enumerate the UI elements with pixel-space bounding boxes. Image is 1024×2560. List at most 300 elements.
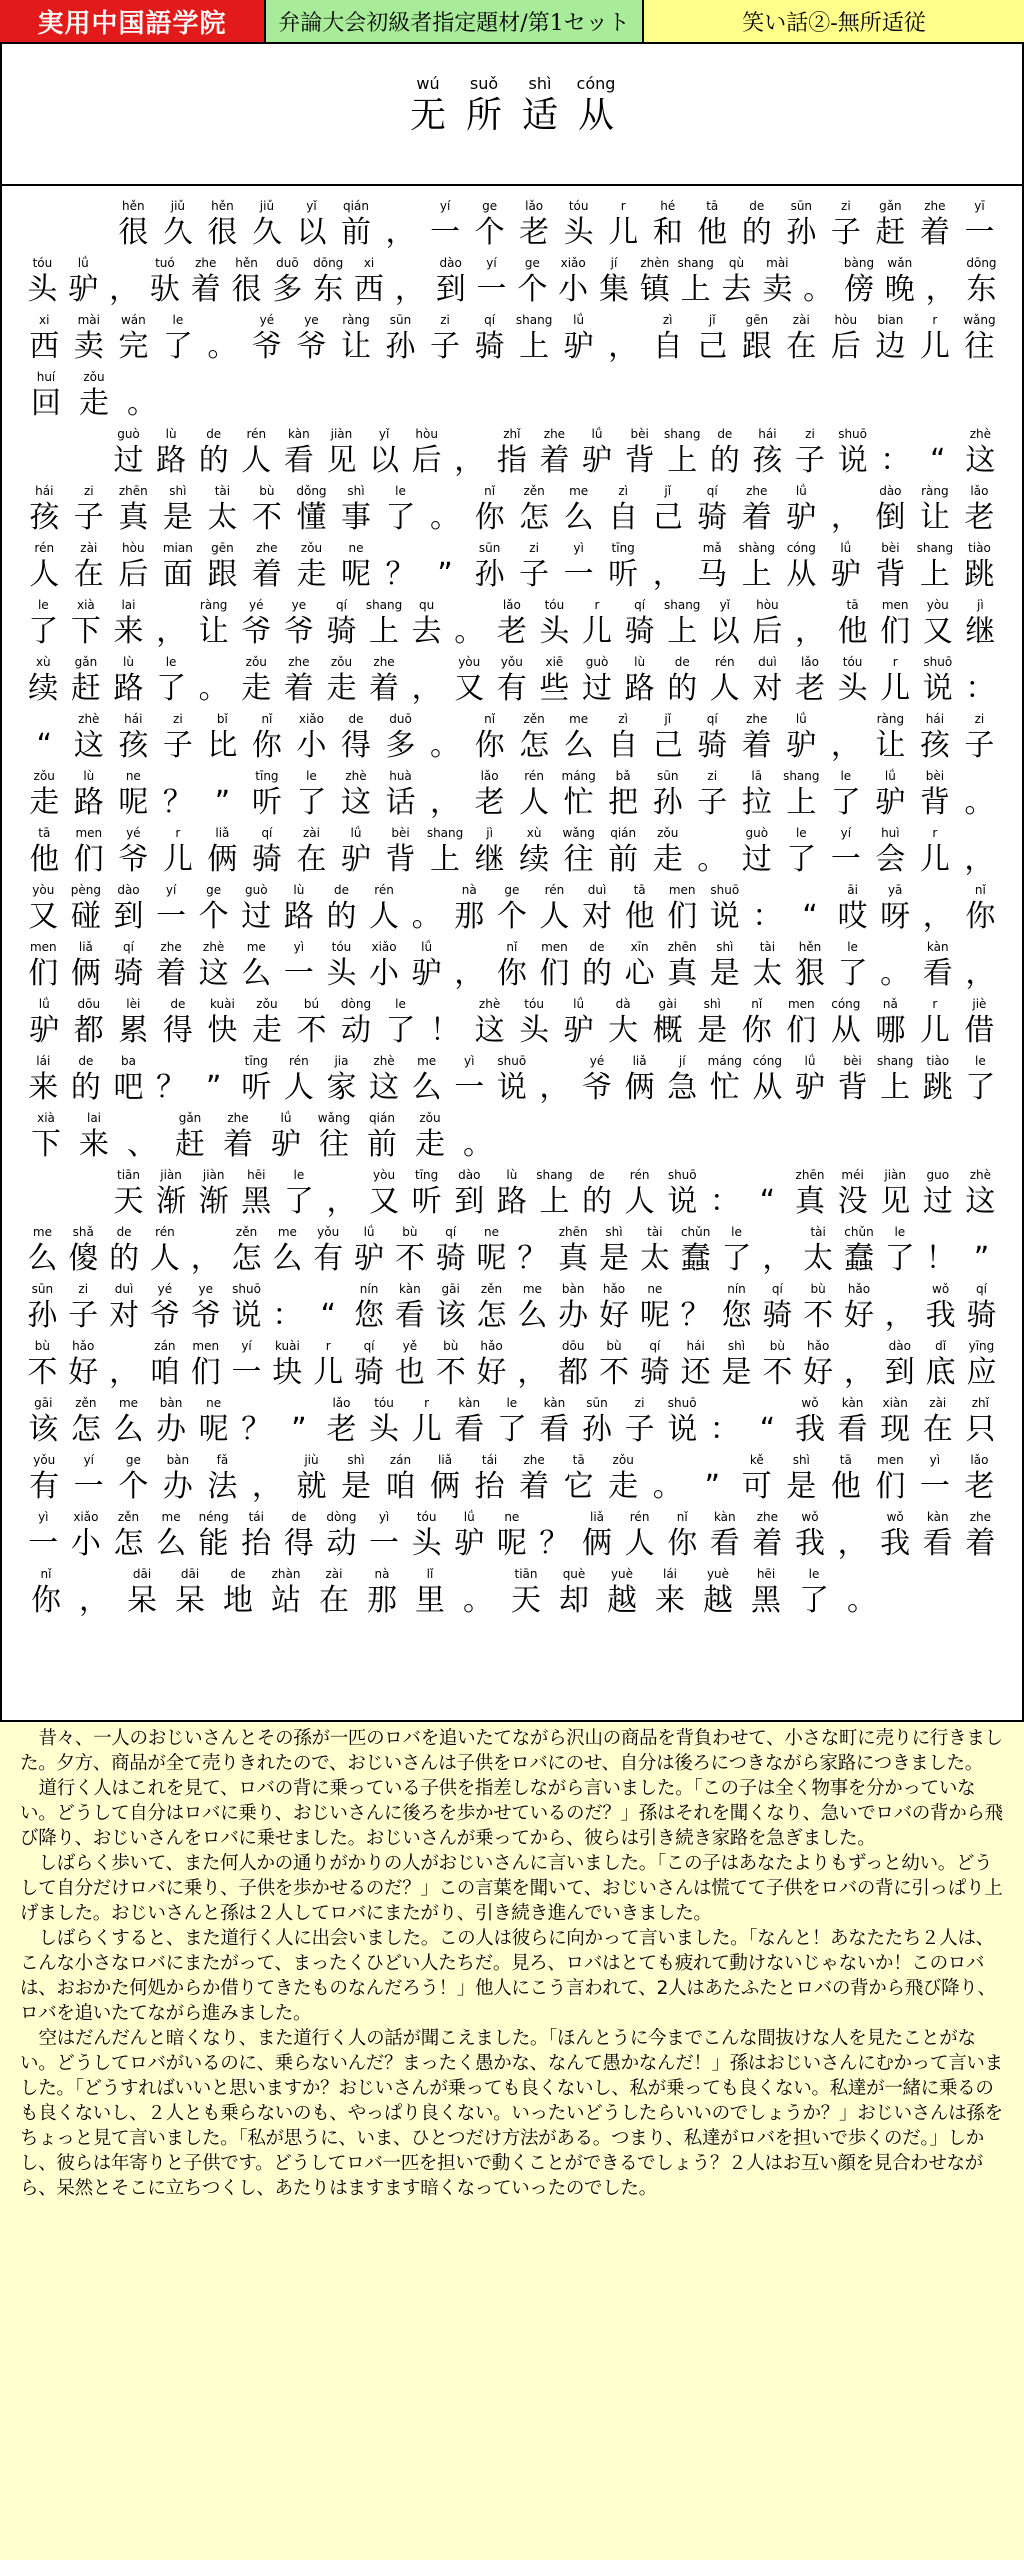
hanzi: 你 bbox=[251, 728, 282, 763]
pinyin: hěn bbox=[798, 940, 822, 954]
char-cell bbox=[226, 255, 267, 309]
pinyin: me bbox=[417, 1054, 437, 1068]
hanzi: 你 bbox=[474, 500, 505, 535]
char-cell bbox=[576, 426, 619, 480]
pinyin: r bbox=[932, 826, 938, 840]
char-cell bbox=[22, 1110, 70, 1164]
char-cell bbox=[789, 1395, 832, 1449]
char-cell bbox=[961, 255, 1002, 309]
pinyin: liǎ bbox=[438, 1453, 453, 1467]
char-cell bbox=[156, 768, 201, 822]
pinyin: zi bbox=[83, 484, 94, 498]
pinyin: lǘ bbox=[280, 1111, 292, 1125]
hanzi: 路 bbox=[73, 785, 104, 820]
char-cell bbox=[308, 1338, 349, 1392]
pinyin: bàn bbox=[166, 1453, 190, 1467]
title-char bbox=[458, 74, 510, 138]
hanzi: 真 bbox=[667, 956, 698, 991]
char-cell bbox=[423, 825, 468, 879]
hanzi: 个 bbox=[517, 272, 548, 307]
hanzi: 西 bbox=[354, 272, 385, 307]
char-cell bbox=[107, 426, 150, 480]
char-cell bbox=[646, 1566, 694, 1620]
hanzi: 到 bbox=[884, 1355, 915, 1390]
pinyin: qí bbox=[484, 313, 496, 327]
pinyin: kàn bbox=[713, 1510, 736, 1524]
title-hanzi: 所 bbox=[465, 95, 502, 136]
hanzi: 回 bbox=[31, 386, 61, 421]
hanzi: 借 bbox=[964, 1013, 995, 1048]
char-cell bbox=[111, 996, 156, 1050]
hanzi: 跟 bbox=[741, 329, 772, 364]
char-cell bbox=[824, 996, 869, 1050]
char-cell bbox=[192, 939, 235, 993]
pinyin: ba bbox=[120, 1054, 136, 1068]
hanzi: 就 bbox=[296, 1469, 327, 1504]
char-cell bbox=[278, 654, 321, 708]
pinyin: lǘ bbox=[884, 769, 896, 783]
translation-paragraph: しばらく歩いて、また何人かの通りがかりの人がおじいさんに言いました。「この子はあなたよりもずっと幼い。どうして自分だけロバに乗り、子供を歩かせるのだ？」この言葉を聞いて、おじいさんは慌てて子供をロバの背に引っぱり上げました。おじいさんと孫は２人してロバにまたがり、引き続き進んでいきました。 bbox=[20, 1853, 1003, 1924]
pinyin: nǐ bbox=[974, 883, 986, 897]
hanzi: 不 bbox=[762, 1355, 793, 1390]
pinyin: hé bbox=[660, 199, 676, 213]
pinyin: tā bbox=[839, 1453, 852, 1467]
char-cell bbox=[533, 426, 576, 480]
hanzi: 久 bbox=[162, 215, 193, 250]
pinyin: gāi bbox=[34, 1396, 53, 1410]
hanzi: 说 bbox=[231, 1298, 262, 1333]
char-cell bbox=[916, 882, 959, 936]
char-cell bbox=[144, 1338, 185, 1392]
char-cell bbox=[67, 996, 112, 1050]
pinyin: le bbox=[975, 1054, 986, 1068]
char-cell bbox=[104, 1338, 145, 1392]
char-cell bbox=[874, 597, 917, 651]
char-cell bbox=[959, 882, 1002, 936]
pinyin: tái bbox=[248, 1510, 264, 1524]
char-cell bbox=[349, 255, 390, 309]
char-cell bbox=[690, 711, 735, 765]
hanzi: 后 bbox=[830, 329, 861, 364]
char-cell bbox=[512, 825, 557, 879]
pinyin: guo bbox=[926, 1168, 950, 1182]
pinyin: ge bbox=[206, 883, 222, 897]
hanzi: ， bbox=[652, 557, 683, 592]
hanzi: 上 bbox=[919, 557, 950, 592]
char-cell bbox=[868, 198, 913, 252]
char-cell bbox=[645, 483, 690, 537]
hanzi: 又 bbox=[454, 671, 485, 706]
hanzi: ： bbox=[709, 1184, 740, 1219]
char-cell bbox=[22, 654, 65, 708]
pinyin: lǎo bbox=[525, 199, 544, 213]
pinyin: zǒu bbox=[83, 370, 105, 384]
hanzi: 好 bbox=[803, 1355, 834, 1390]
char-cell bbox=[262, 1110, 310, 1164]
pinyin: r bbox=[932, 313, 938, 327]
char-cell bbox=[594, 1338, 635, 1392]
pinyin: nǐ bbox=[506, 940, 518, 954]
hanzi: 路 bbox=[624, 671, 655, 706]
char-cell bbox=[779, 1452, 824, 1506]
hanzi: 驴 bbox=[271, 1127, 301, 1162]
char-cell bbox=[798, 1338, 839, 1392]
char-cell bbox=[735, 996, 780, 1050]
char-cell bbox=[67, 483, 112, 537]
pinyin: jí bbox=[610, 256, 618, 270]
char-cell bbox=[448, 654, 491, 708]
char-cell bbox=[144, 255, 185, 309]
hanzi: 心 bbox=[624, 956, 655, 991]
char-cell bbox=[378, 312, 423, 366]
char-cell bbox=[245, 825, 290, 879]
pinyin: de bbox=[589, 940, 605, 954]
pinyin: ye bbox=[291, 598, 307, 612]
pinyin: lai bbox=[121, 598, 136, 612]
char-cell bbox=[735, 198, 780, 252]
hanzi: 了 bbox=[721, 1241, 752, 1276]
char-cell bbox=[22, 711, 67, 765]
hanzi: 么 bbox=[517, 1298, 548, 1333]
hanzi: 老 bbox=[496, 614, 527, 649]
translation-paragraph: 道行く人はこれを見て、ロバの背に乗っている子供を指差しながら言いました。「この子は全く物事を分かっていない。どうして自分はロバに乗り、おじいさんに後ろを歩かせているのだ？」孫はそれを聞くなり、急いでロバの背から飛び降り、おじいさんをロバに乗せました。おじいさんが乗ってから、彼らは引き続き家路を急ぎました。 bbox=[20, 1778, 1003, 1849]
char-cell bbox=[916, 654, 959, 708]
char-cell bbox=[378, 711, 423, 765]
hanzi: 小 bbox=[296, 728, 327, 763]
hanzi: 会 bbox=[875, 842, 906, 877]
hanzi: 可 bbox=[741, 1469, 772, 1504]
char-cell bbox=[512, 255, 553, 309]
pinyin: zhe bbox=[195, 256, 217, 270]
hanzi: 来 bbox=[113, 614, 144, 649]
char-cell bbox=[961, 1281, 1002, 1335]
char-cell bbox=[378, 768, 423, 822]
char-cell bbox=[289, 825, 334, 879]
pinyin: de bbox=[348, 712, 364, 726]
char-cell bbox=[363, 1395, 406, 1449]
char-cell bbox=[491, 882, 534, 936]
hanzi: 对 bbox=[109, 1298, 140, 1333]
pinyin: hǎo bbox=[480, 1339, 503, 1353]
char-cell bbox=[913, 1452, 958, 1506]
pinyin: r bbox=[175, 826, 181, 840]
hanzi: 得 bbox=[162, 1013, 193, 1048]
hanzi: ， bbox=[109, 272, 140, 307]
pinyin: yì bbox=[378, 1510, 390, 1524]
char-cell bbox=[406, 1566, 454, 1620]
hanzi: 驴 bbox=[454, 1526, 485, 1561]
pinyin: jì bbox=[486, 826, 493, 840]
char-cell bbox=[868, 540, 913, 594]
char-cell bbox=[150, 654, 193, 708]
char-cell bbox=[22, 312, 67, 366]
char-cell bbox=[63, 1224, 104, 1278]
pinyin: le bbox=[395, 484, 406, 498]
pinyin: wǎng bbox=[317, 1111, 351, 1125]
char-cell bbox=[735, 312, 780, 366]
pinyin: men bbox=[877, 1453, 904, 1467]
pinyin: máng bbox=[707, 1054, 742, 1068]
char-cell bbox=[913, 711, 958, 765]
hanzi: 。 bbox=[652, 1469, 683, 1504]
pinyin: xù bbox=[526, 826, 542, 840]
hanzi: 是 bbox=[162, 500, 193, 535]
pinyin: yì bbox=[929, 1453, 941, 1467]
hanzi: 走 bbox=[79, 386, 109, 421]
pinyin: bǐ bbox=[216, 712, 228, 726]
char-cell bbox=[289, 312, 334, 366]
pinyin: xi bbox=[363, 256, 375, 270]
pinyin: lǐ bbox=[426, 1567, 434, 1581]
hanzi: 骑 bbox=[251, 842, 282, 877]
pinyin: men bbox=[75, 826, 103, 840]
hanzi: 、 bbox=[127, 1127, 157, 1162]
title-pinyin: suǒ bbox=[469, 74, 499, 93]
pinyin: jiàn bbox=[160, 1168, 182, 1182]
pinyin: de bbox=[749, 199, 765, 213]
char-cell bbox=[289, 540, 334, 594]
pinyin: shì bbox=[727, 1339, 746, 1353]
hanzi: 看 bbox=[922, 1526, 953, 1561]
hanzi: 头 bbox=[411, 1526, 442, 1561]
hanzi: ， bbox=[251, 1469, 282, 1504]
pinyin: tā bbox=[706, 199, 719, 213]
char-cell bbox=[349, 1338, 390, 1392]
hanzi: 了 bbox=[786, 842, 817, 877]
hanzi: 骑 bbox=[697, 728, 728, 763]
char-cell bbox=[533, 654, 576, 708]
char-cell bbox=[645, 825, 690, 879]
char-cell bbox=[798, 255, 839, 309]
hanzi: 以 bbox=[296, 215, 327, 250]
char-cell bbox=[389, 1281, 430, 1335]
pinyin: r bbox=[325, 1339, 331, 1353]
char-cell bbox=[334, 483, 379, 537]
char-cell bbox=[289, 483, 334, 537]
pinyin: lái bbox=[36, 1054, 51, 1068]
pinyin: ye bbox=[304, 313, 319, 327]
pinyin: sūn bbox=[586, 1396, 608, 1410]
pinyin: yì bbox=[38, 1510, 49, 1524]
hanzi: 儿 bbox=[880, 671, 911, 706]
hanzi: 渐 bbox=[198, 1184, 229, 1219]
hanzi: 。 bbox=[430, 500, 461, 535]
char-cell bbox=[746, 1167, 789, 1221]
char-cell bbox=[690, 1452, 735, 1506]
pinyin: wǎng bbox=[562, 826, 595, 840]
hanzi: 这 bbox=[73, 728, 104, 763]
hanzi: 驴 bbox=[582, 443, 613, 478]
pinyin: zi bbox=[529, 541, 539, 555]
hanzi: 好 bbox=[476, 1355, 507, 1390]
pinyin: sūn bbox=[790, 199, 813, 213]
hanzi: 忙 bbox=[709, 1070, 740, 1105]
pinyin: zi bbox=[841, 199, 851, 213]
pinyin: rén bbox=[34, 541, 55, 555]
pinyin: yì bbox=[293, 940, 305, 954]
char-cell bbox=[879, 255, 920, 309]
pinyin: tīng bbox=[415, 1168, 439, 1182]
hanzi: 着 bbox=[741, 500, 772, 535]
pinyin: zhēn bbox=[795, 1168, 825, 1182]
char-cell bbox=[67, 312, 112, 366]
pinyin: xiǎo bbox=[73, 1510, 99, 1524]
hanzi: 一 bbox=[964, 215, 995, 250]
pinyin: zài bbox=[80, 541, 98, 555]
hanzi: 有 bbox=[29, 1469, 60, 1504]
pinyin: zhǐ bbox=[971, 1396, 989, 1410]
hanzi: 在 bbox=[296, 842, 327, 877]
pinyin: zǒu bbox=[245, 655, 267, 669]
char-cell bbox=[65, 1509, 108, 1563]
hanzi: 跟 bbox=[207, 557, 238, 592]
pinyin: shuō bbox=[923, 655, 953, 669]
pinyin: lǘ bbox=[804, 1054, 816, 1068]
hanzi: 驴 bbox=[411, 956, 442, 991]
pinyin: shang bbox=[783, 769, 820, 783]
hanzi: 只 bbox=[965, 1412, 996, 1447]
char-cell bbox=[735, 768, 780, 822]
char-cell bbox=[67, 711, 112, 765]
char-cell bbox=[192, 1395, 235, 1449]
char-cell bbox=[389, 1224, 430, 1278]
char-cell bbox=[961, 1224, 1002, 1278]
pinyin: ràng bbox=[876, 712, 905, 726]
char-cell bbox=[831, 1167, 874, 1221]
pinyin: qí bbox=[261, 826, 273, 840]
pinyin: cóng bbox=[752, 1054, 782, 1068]
char-cell bbox=[533, 597, 576, 651]
char-cell bbox=[618, 597, 661, 651]
char-cell bbox=[913, 198, 958, 252]
hanzi: 说 bbox=[922, 671, 953, 706]
char-cell bbox=[107, 597, 150, 651]
hanzi: 么 bbox=[27, 1241, 58, 1276]
pinyin: rén bbox=[714, 655, 735, 669]
char-cell bbox=[22, 1566, 70, 1620]
pinyin: sūn bbox=[389, 313, 412, 327]
pinyin: jiù bbox=[304, 1453, 319, 1467]
pinyin: shuō bbox=[232, 1282, 261, 1296]
hanzi: 怎 bbox=[476, 1298, 507, 1333]
hanzi: 不 bbox=[803, 1298, 834, 1333]
char-cell bbox=[245, 483, 290, 537]
char-cell bbox=[278, 1395, 321, 1449]
hanzi: 。 bbox=[697, 842, 728, 877]
hanzi: 黑 bbox=[751, 1583, 781, 1618]
pinyin: nǎ bbox=[882, 997, 898, 1011]
hanzi: 一 bbox=[156, 899, 187, 934]
char-cell bbox=[378, 198, 423, 252]
pinyin: lǘ bbox=[795, 484, 807, 498]
hanzi: ， bbox=[190, 1241, 221, 1276]
char-cell bbox=[789, 939, 832, 993]
pinyin: tóu bbox=[842, 655, 863, 669]
pinyin: me bbox=[118, 1396, 139, 1410]
hanzi: 听 bbox=[411, 1184, 442, 1219]
text-line bbox=[22, 939, 1002, 993]
pinyin: kuài bbox=[209, 997, 235, 1011]
pinyin: tóu bbox=[374, 1396, 394, 1410]
char-cell bbox=[779, 768, 824, 822]
pinyin: tiān bbox=[514, 1567, 538, 1581]
hanzi: 它 bbox=[563, 1469, 594, 1504]
hanzi: 来 bbox=[79, 1127, 109, 1162]
char-cell bbox=[675, 1281, 716, 1335]
hanzi: 自 bbox=[608, 728, 639, 763]
hanzi: 骑 bbox=[639, 1355, 670, 1390]
pinyin: xià bbox=[37, 1111, 55, 1125]
hanzi: 一 bbox=[283, 956, 314, 991]
char-cell bbox=[601, 768, 646, 822]
pinyin: bèi bbox=[391, 826, 410, 840]
pinyin: zǒu bbox=[330, 655, 353, 669]
hanzi: 孙 bbox=[385, 329, 416, 364]
char-cell bbox=[556, 768, 601, 822]
hanzi: 久 bbox=[251, 215, 282, 250]
hanzi: 好 bbox=[68, 1355, 99, 1390]
hanzi: 儿 bbox=[919, 842, 950, 877]
char-cell bbox=[334, 996, 379, 1050]
pinyin: yí bbox=[439, 199, 451, 213]
hanzi: 太 bbox=[752, 956, 783, 991]
hanzi: 背 bbox=[385, 842, 416, 877]
char-cell bbox=[200, 1452, 245, 1506]
char-cell bbox=[226, 1281, 267, 1335]
pinyin: kàn bbox=[841, 1396, 864, 1410]
title-pinyin: wú bbox=[416, 74, 440, 93]
char-cell bbox=[913, 996, 958, 1050]
hanzi: 蠢 bbox=[680, 1241, 711, 1276]
pinyin: qián bbox=[343, 199, 369, 213]
pinyin: lǘ bbox=[573, 997, 585, 1011]
pinyin: r bbox=[620, 199, 626, 213]
pinyin: dà bbox=[615, 997, 631, 1011]
pinyin: nǐ bbox=[484, 484, 496, 498]
hanzi: 骑 bbox=[697, 500, 728, 535]
char-cell bbox=[690, 825, 735, 879]
hanzi: 咱 bbox=[385, 1469, 416, 1504]
hanzi: ” bbox=[205, 1070, 222, 1105]
hanzi: 多 bbox=[272, 272, 303, 307]
hanzi: 赶 bbox=[875, 215, 906, 250]
pinyin: hǎo bbox=[72, 1339, 95, 1353]
char-cell bbox=[874, 654, 917, 708]
char-cell bbox=[879, 1338, 920, 1392]
char-cell bbox=[512, 996, 557, 1050]
hanzi: 现 bbox=[880, 1412, 911, 1447]
pinyin: qí bbox=[363, 1339, 375, 1353]
hanzi: 了 bbox=[162, 329, 193, 364]
hanzi: 有 bbox=[313, 1241, 344, 1276]
text-line bbox=[22, 369, 166, 423]
char-cell bbox=[67, 825, 112, 879]
pinyin: ne bbox=[484, 1225, 500, 1239]
char-cell bbox=[556, 540, 601, 594]
pinyin: yé bbox=[157, 1282, 173, 1296]
hanzi: 头 bbox=[837, 671, 868, 706]
hanzi: 累 bbox=[118, 1013, 149, 1048]
char-cell bbox=[868, 996, 913, 1050]
pinyin: me bbox=[32, 1225, 52, 1239]
hanzi: 些 bbox=[539, 671, 570, 706]
char-cell bbox=[831, 1053, 874, 1107]
hanzi: 这 bbox=[198, 956, 229, 991]
hanzi: 爷 bbox=[251, 329, 282, 364]
pinyin: zǒu bbox=[657, 826, 679, 840]
hanzi: 西 bbox=[29, 329, 60, 364]
pinyin: lǘ bbox=[840, 541, 852, 555]
